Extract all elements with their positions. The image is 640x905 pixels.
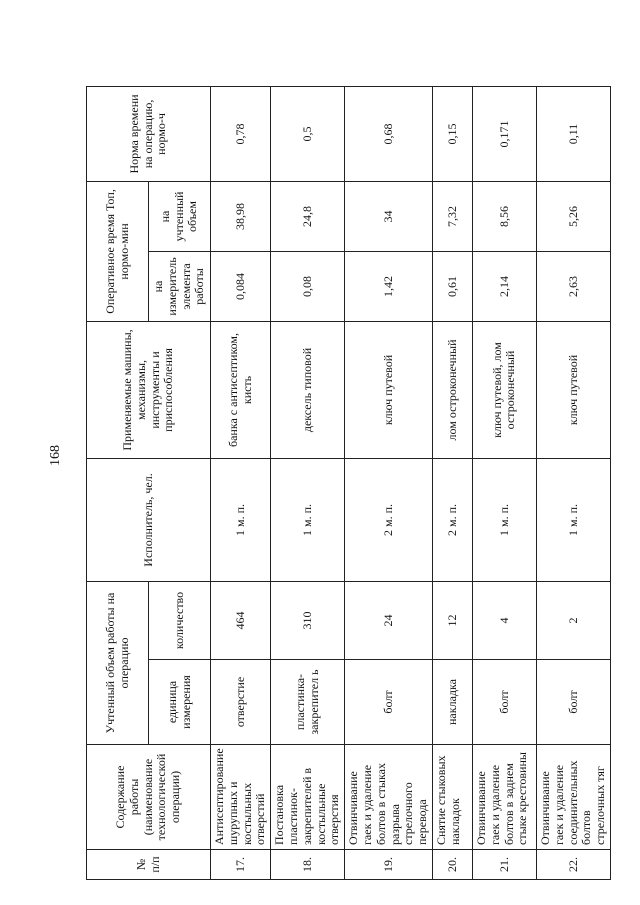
row-per-element: 0,08 bbox=[271, 251, 345, 321]
row-qty: 4 bbox=[472, 581, 536, 659]
header-volume-group: Учтенный объем работы на операцию bbox=[87, 581, 149, 744]
table-row bbox=[472, 86, 536, 879]
row-norm: 0,171 bbox=[472, 86, 536, 181]
norm-table-sheet bbox=[86, 87, 608, 880]
row-qty: 310 bbox=[271, 581, 345, 659]
table-row bbox=[271, 86, 345, 879]
row-per-volume: 24,8 bbox=[271, 181, 345, 251]
row-num: 19. bbox=[345, 850, 433, 880]
header-tools: Применяемые машины, механизмы, инструменты и приспособления bbox=[87, 321, 211, 458]
row-per-volume: 34 bbox=[345, 181, 433, 251]
row-unit: пластинка-закрепител ь bbox=[271, 660, 345, 745]
row-tools: ключ путевой bbox=[345, 321, 433, 458]
header-num: № п/п bbox=[87, 850, 211, 880]
header-qty: количество bbox=[149, 581, 211, 659]
row-unit: болт bbox=[536, 660, 610, 745]
row-norm: 0,5 bbox=[271, 86, 345, 181]
row-norm: 0,68 bbox=[345, 86, 433, 181]
table-row bbox=[536, 86, 610, 879]
row-num: 20. bbox=[432, 850, 472, 880]
row-per-volume: 38,98 bbox=[211, 181, 271, 251]
row-tools: дексель типовой bbox=[271, 321, 345, 458]
row-per-element: 0,61 bbox=[432, 251, 472, 321]
row-tools: ключ путевой, лом остроконечный bbox=[472, 321, 536, 458]
row-tools: лом остроконечный bbox=[432, 321, 472, 458]
row-per-volume: 8,56 bbox=[472, 181, 536, 251]
header-norm: Норма времени на операцию, нормо-ч bbox=[87, 86, 211, 181]
row-unit: накладка bbox=[432, 660, 472, 745]
row-content: Отвинчивание гаек и удаление соединительных болтов стрелочных тяг bbox=[536, 745, 610, 850]
header-unit: единица измерения bbox=[149, 660, 211, 745]
row-performer: 2 м. п. bbox=[345, 458, 433, 581]
table-row bbox=[211, 86, 271, 879]
header-optime-group: Оперативное время Топ, нормо-мин bbox=[87, 181, 149, 321]
row-per-volume: 5,26 bbox=[536, 181, 610, 251]
table-row bbox=[432, 86, 472, 879]
row-tools: ключ путевой bbox=[536, 321, 610, 458]
row-performer: 1 м. п. bbox=[271, 458, 345, 581]
row-per-element: 2,63 bbox=[536, 251, 610, 321]
row-unit: отверстие bbox=[211, 660, 271, 745]
row-tools: банка с антисептиком, кисть bbox=[211, 321, 271, 458]
row-qty: 12 bbox=[432, 581, 472, 659]
row-unit: болт bbox=[472, 660, 536, 745]
row-qty: 24 bbox=[345, 581, 433, 659]
header-content: Содержание работы (наименование технологической операции) bbox=[87, 745, 211, 850]
page-number: 168 bbox=[48, 445, 63, 466]
row-num: 17. bbox=[211, 850, 271, 880]
row-qty: 464 bbox=[211, 581, 271, 659]
row-norm: 0,11 bbox=[536, 86, 610, 181]
header-performer: Исполнитель, чел. bbox=[87, 458, 211, 581]
row-unit: болт bbox=[345, 660, 433, 745]
row-performer: 1 м. п. bbox=[472, 458, 536, 581]
row-per-element: 0,084 bbox=[211, 251, 271, 321]
row-performer: 1 м. п. bbox=[536, 458, 610, 581]
row-performer: 2 м. п. bbox=[432, 458, 472, 581]
row-norm: 0,78 bbox=[211, 86, 271, 181]
row-performer: 1 м. п. bbox=[211, 458, 271, 581]
row-num: 21. bbox=[472, 850, 536, 880]
table-row bbox=[345, 86, 433, 879]
row-per-element: 2,14 bbox=[472, 251, 536, 321]
row-num: 18. bbox=[271, 850, 345, 880]
row-content: Отвинчивание гаек и удаление болтов в стыках разрыва стрелочного перевода bbox=[345, 745, 433, 850]
row-per-volume: 7,32 bbox=[432, 181, 472, 251]
row-per-element: 1,42 bbox=[345, 251, 433, 321]
row-num: 22. bbox=[536, 850, 610, 880]
row-content: Отвинчивание гаек и удаление болтов в заднем стыке крестовины bbox=[472, 745, 536, 850]
row-norm: 0,15 bbox=[432, 86, 472, 181]
row-content: Постановка пластинок-закрепителей в костыльные отверстия bbox=[271, 745, 345, 850]
header-per-element: на измеритель элемента работы bbox=[149, 251, 211, 321]
norm-table bbox=[86, 86, 611, 880]
row-qty: 2 bbox=[536, 581, 610, 659]
header-per-volume: на учтенный объем bbox=[149, 181, 211, 251]
row-content: Снятие стыковых накладок bbox=[432, 745, 472, 850]
row-content: Антисептирование шурупных и костыльных отверстий bbox=[211, 745, 271, 850]
